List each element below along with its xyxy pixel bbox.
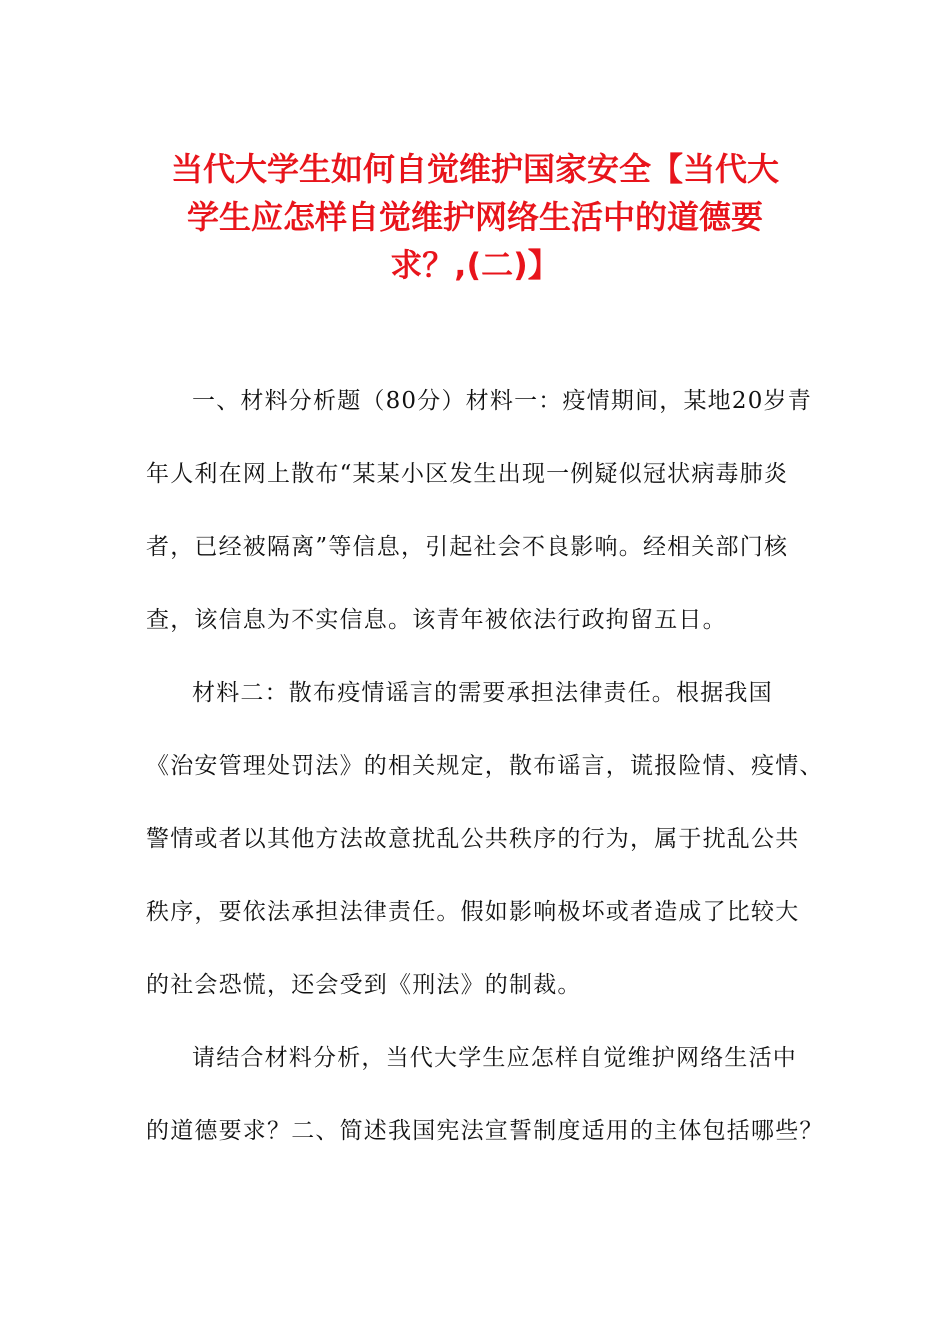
body-line: 材料二：散布疫情谣言的需要承担法律责任。根据我国 [192, 680, 773, 706]
title-line: 求？,(二)】 [390, 246, 560, 284]
body-line: 一、材料分析题（80分）材料一：疫情期间，某地20岁青 [192, 388, 812, 414]
body-line: 的社会恐慌，还会受到《刑法》的制裁。 [146, 972, 582, 998]
document-title [140, 145, 810, 289]
body-line: 请结合材料分析，当代大学生应怎样自觉维护网络生活中 [192, 1045, 797, 1071]
body-line: 秩序，要依法承担法律责任。假如影响极坏或者造成了比较大 [146, 899, 800, 925]
body-line: 年人利在网上散布“某某小区发生出现一例疑似冠状病毒肺炎 [146, 461, 789, 487]
title-line: 学生应怎样自觉维护网络生活中的道德要 [186, 198, 763, 236]
body-line: 查，该信息为不实信息。该青年被依法行政拘留五日。 [146, 607, 727, 633]
document-body [146, 378, 824, 1181]
body-line: 警情或者以其他方法故意扰乱公共秩序的行为，属于扰乱公共 [146, 826, 800, 852]
title-line: 当代大学生如何自觉维护国家安全【当代大 [170, 150, 779, 188]
body-line: 的道德要求？二、简述我国宪法宣誓制度适用的主体包括哪些？ [146, 1118, 824, 1144]
body-line: 《治安管理处罚法》的相关规定，散布谣言，谎报险情、疫情、 [146, 753, 824, 779]
body-line: 者，已经被隔离”等信息，引起社会不良影响。经相关部门核 [146, 534, 789, 560]
